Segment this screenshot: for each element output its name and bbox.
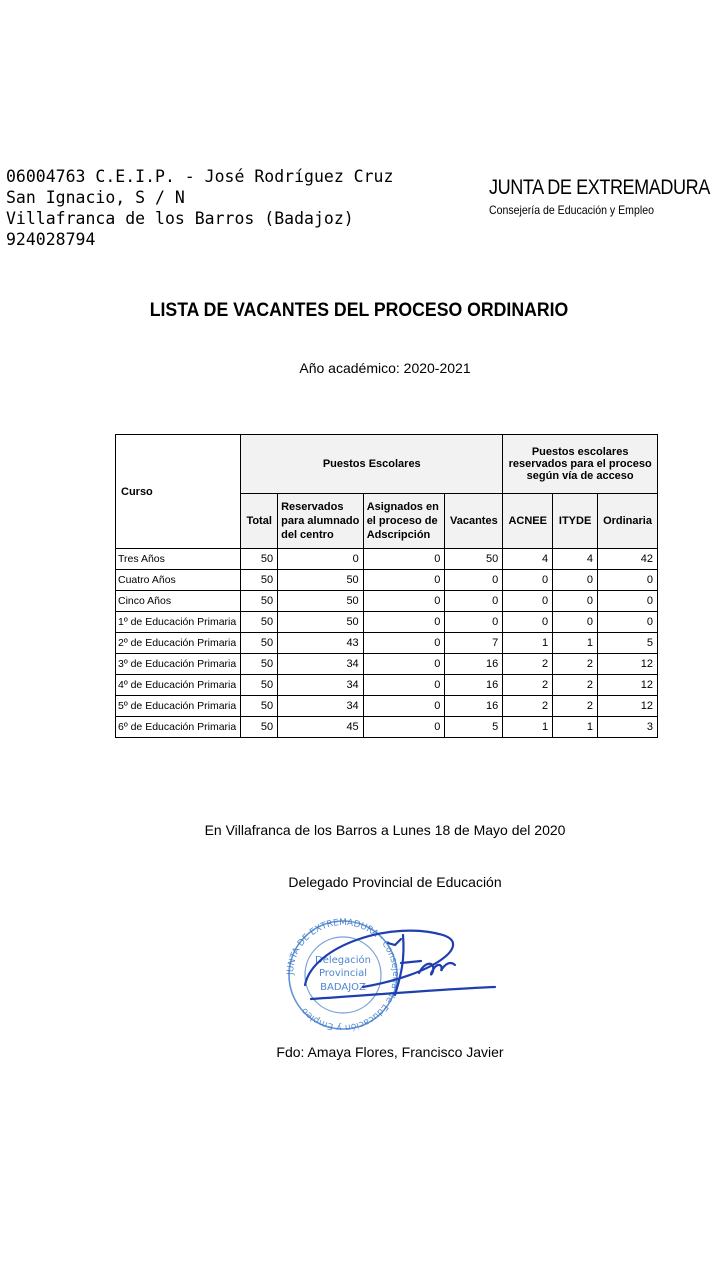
value-cell: 12 (598, 654, 658, 675)
value-cell: 50 (278, 591, 364, 612)
value-cell: 0 (363, 717, 445, 738)
table-row (116, 633, 658, 654)
value-cell: 2 (503, 675, 553, 696)
table-row (116, 570, 658, 591)
curso-cell: Tres Años (116, 549, 241, 570)
curso-cell: 4º de Educación Primaria (116, 675, 241, 696)
curso-cell: 5º de Educación Primaria (116, 696, 241, 717)
school-name: 06004763 C.E.I.P. - José Rodríguez Cruz (6, 167, 394, 186)
value-cell: 50 (241, 654, 278, 675)
table-row (116, 675, 658, 696)
value-cell: 0 (445, 591, 503, 612)
value-cell: 45 (278, 717, 364, 738)
junta-logo (489, 176, 720, 217)
value-cell: 1 (503, 717, 553, 738)
value-cell: 0 (553, 570, 598, 591)
value-cell: 0 (363, 570, 445, 591)
value-cell: 0 (363, 633, 445, 654)
place-date: En Villafranca de los Barros a Lunes 18 de Mayo del 2020 (204, 822, 566, 838)
value-cell: 0 (553, 591, 598, 612)
value-cell: 50 (241, 696, 278, 717)
curso-cell: 1º de Educación Primaria (116, 612, 241, 633)
column-header: Reservados para alumnado del centro (278, 494, 364, 549)
column-header: Vacantes (445, 494, 503, 549)
stamp-line: Provincial (318, 968, 368, 979)
value-cell: 0 (363, 675, 445, 696)
value-cell: 0 (363, 549, 445, 570)
value-cell: 1 (503, 633, 553, 654)
value-cell: 16 (445, 696, 503, 717)
value-cell: 0 (363, 612, 445, 633)
puestos-header: Puestos Escolares (241, 435, 503, 494)
curso-cell: Cinco Años (116, 591, 241, 612)
curso-cell: Cuatro Años (116, 570, 241, 591)
column-header: Asignados en el proceso de Adscripción (363, 494, 445, 549)
stamp-ring-text: JUNTA DE EXTREMADURA · Consejería de Educación y Empleo (285, 917, 401, 1033)
academic-year: Año académico: 2020-2021 (299, 360, 471, 376)
value-cell: 4 (503, 549, 553, 570)
value-cell: 1 (553, 633, 598, 654)
value-cell: 2 (503, 696, 553, 717)
value-cell: 2 (503, 654, 553, 675)
stamp-line: BADAJOZ (320, 982, 366, 993)
column-header: Ordinaria (598, 494, 658, 549)
value-cell: 50 (445, 549, 503, 570)
value-cell: 2 (553, 696, 598, 717)
value-cell: 50 (241, 612, 278, 633)
value-cell: 7 (445, 633, 503, 654)
value-cell: 43 (278, 633, 364, 654)
value-cell: 0 (598, 570, 658, 591)
value-cell: 4 (553, 549, 598, 570)
curso-cell: 2º de Educación Primaria (116, 633, 241, 654)
value-cell: 2 (553, 675, 598, 696)
value-cell: 3 (598, 717, 658, 738)
value-cell: 50 (241, 591, 278, 612)
column-header: ACNEE (503, 494, 553, 549)
value-cell: 0 (445, 612, 503, 633)
table-row (116, 591, 658, 612)
value-cell: 1 (553, 717, 598, 738)
junta-title: JUNTA DE EXTREMADURA (489, 176, 710, 199)
value-cell: 0 (503, 570, 553, 591)
value-cell: 0 (503, 612, 553, 633)
value-cell: 2 (553, 654, 598, 675)
value-cell: 34 (278, 654, 364, 675)
value-cell: 0 (363, 696, 445, 717)
reservados-header: Puestos escolares reservados para el proceso según vía de acceso (503, 435, 658, 494)
school-address: San Ignacio, S / N (6, 188, 185, 207)
value-cell: 5 (598, 633, 658, 654)
value-cell: 34 (278, 696, 364, 717)
value-cell: 0 (598, 612, 658, 633)
value-cell: 50 (241, 570, 278, 591)
value-cell: 0 (363, 591, 445, 612)
column-header: Total (241, 494, 278, 549)
table-row (116, 717, 658, 738)
table-row (116, 654, 658, 675)
value-cell: 50 (278, 570, 364, 591)
table-row (116, 549, 658, 570)
page-title: LISTA DE VACANTES DEL PROCESO ORDINARIO (149, 300, 569, 321)
value-cell: 12 (598, 675, 658, 696)
school-info (6, 166, 393, 250)
value-cell: 0 (503, 591, 553, 612)
value-cell: 50 (241, 717, 278, 738)
value-cell: 0 (278, 549, 364, 570)
official-stamp (283, 915, 513, 1035)
value-cell: 12 (598, 696, 658, 717)
stamp-line: Delegación (315, 955, 371, 966)
value-cell: 16 (445, 675, 503, 696)
school-phone: 924028794 (6, 230, 96, 249)
curso-cell: 6º de Educación Primaria (116, 717, 241, 738)
junta-subtitle: Consejería de Educación y Empleo (489, 203, 654, 217)
value-cell: 16 (445, 654, 503, 675)
signature-name: Fdo: Amaya Flores, Francisco Javier (276, 1044, 504, 1060)
value-cell: 5 (445, 717, 503, 738)
value-cell: 50 (278, 612, 364, 633)
table-row (116, 696, 658, 717)
value-cell: 50 (241, 633, 278, 654)
value-cell: 34 (278, 675, 364, 696)
curso-cell: 3º de Educación Primaria (116, 654, 241, 675)
column-header: ITYDE (553, 494, 598, 549)
value-cell: 0 (445, 570, 503, 591)
delegado-title: Delegado Provincial de Educación (288, 874, 502, 890)
value-cell: 50 (241, 549, 278, 570)
curso-header: Curso (116, 435, 241, 549)
vacancies-table (115, 434, 658, 738)
value-cell: 42 (598, 549, 658, 570)
value-cell: 0 (363, 654, 445, 675)
table-row (116, 612, 658, 633)
school-town: Villafranca de los Barros (Badajoz) (6, 209, 354, 228)
value-cell: 50 (241, 675, 278, 696)
value-cell: 0 (553, 612, 598, 633)
value-cell: 0 (598, 591, 658, 612)
